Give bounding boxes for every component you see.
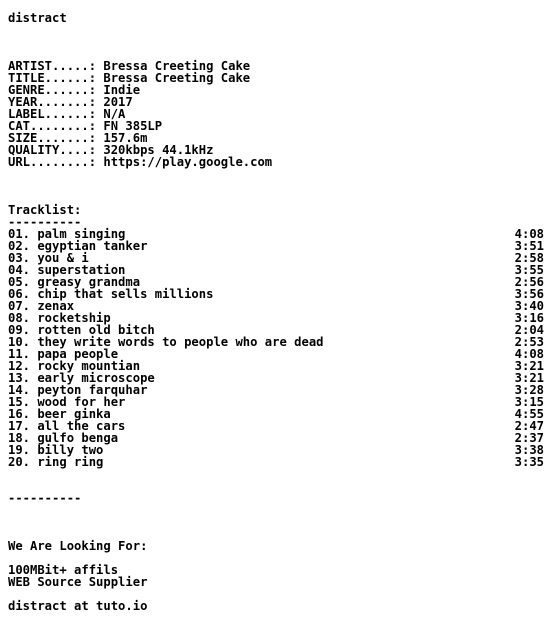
track-title: 11. papa people	[8, 347, 119, 361]
spacer	[8, 516, 544, 528]
track-duration: 2:53	[514, 335, 544, 349]
track-duration: 3:56	[514, 287, 544, 301]
track-list	[8, 228, 544, 468]
track-title: 12. rocky mountian	[8, 359, 141, 373]
label-line: LABEL......: N/A	[8, 107, 126, 121]
nfo-document	[8, 12, 544, 612]
track-duration: 3:16	[514, 311, 544, 325]
spacer	[8, 480, 544, 492]
artist-line: ARTIST.....: Bressa Creeting Cake	[8, 59, 251, 73]
track-title: 07. zenax	[8, 299, 75, 313]
track-title: 05. greasy grandma	[8, 275, 141, 289]
tracklist-underline: ----------	[8, 215, 82, 229]
track-duration: 2:58	[514, 251, 544, 265]
tracklist-heading: Tracklist:	[8, 203, 82, 217]
track-title: 16. beer ginka	[8, 407, 111, 421]
track-duration: 4:08	[514, 347, 544, 361]
track-duration: 2:56	[514, 275, 544, 289]
track-title: 04. superstation	[8, 263, 126, 277]
track-duration: 2:37	[514, 431, 544, 445]
track-duration: 3:51	[514, 239, 544, 253]
looking-for-item: 100MBit+ affils	[8, 563, 119, 577]
track-title: 01. palm singing	[8, 227, 126, 241]
tracklist	[8, 204, 544, 468]
url-line: URL........: https://play.google.com	[8, 155, 273, 169]
group-name: distract	[8, 11, 67, 25]
year-line: YEAR.......: 2017	[8, 95, 133, 109]
spacer	[8, 468, 544, 480]
track-duration: 3:15	[514, 395, 544, 409]
track-duration: 3:21	[514, 371, 544, 385]
track-row	[8, 288, 544, 300]
track-duration: 3:28	[514, 383, 544, 397]
size-line: SIZE.......: 157.6m	[8, 131, 148, 145]
track-title: 19. billy two	[8, 443, 104, 457]
track-title: 10. they write words to people who are dead	[8, 335, 324, 349]
title-line: TITLE......: Bressa Creeting Cake	[8, 71, 251, 85]
track-title: 03. you & i	[8, 251, 89, 265]
spacer	[8, 504, 544, 516]
track-title: 14. peyton farquhar	[8, 383, 148, 397]
spacer	[8, 36, 544, 48]
looking-for-heading: We Are Looking For:	[8, 539, 148, 553]
footer-divider: ----------	[8, 491, 82, 505]
track-duration: 4:55	[514, 407, 544, 421]
track-title: 02. egyptian tanker	[8, 239, 148, 253]
track-duration: 3:21	[514, 359, 544, 373]
track-title: 08. rocketship	[8, 311, 111, 325]
spacer	[8, 24, 544, 36]
track-row	[8, 456, 544, 468]
track-title: 18. gulfo benga	[8, 431, 119, 445]
track-title: 15. wood for her	[8, 395, 126, 409]
track-duration: 3:38	[514, 443, 544, 457]
track-title: 09. rotten old bitch	[8, 323, 155, 337]
spacer	[8, 180, 544, 192]
track-duration: 3:40	[514, 299, 544, 313]
track-title: 06. chip that sells millions	[8, 287, 214, 301]
track-duration: 3:35	[514, 455, 544, 469]
contact-line: distract at tuto.io	[8, 599, 148, 613]
release-info	[8, 60, 544, 168]
spacer	[8, 192, 544, 204]
footer	[8, 492, 544, 612]
quality-line: QUALITY....: 320kbps 44.1kHz	[8, 143, 214, 157]
track-duration: 2:47	[514, 419, 544, 433]
cat-line: CAT........: FN 385LP	[8, 119, 163, 133]
track-duration: 4:08	[514, 227, 544, 241]
track-duration: 2:04	[514, 323, 544, 337]
track-duration: 3:55	[514, 263, 544, 277]
track-title: 20. ring ring	[8, 455, 104, 469]
spacer	[8, 168, 544, 180]
track-title: 13. early microscope	[8, 371, 155, 385]
track-title: 17. all the cars	[8, 419, 126, 433]
looking-for-item: WEB Source Supplier	[8, 575, 148, 589]
genre-line: GENRE......: Indie	[8, 83, 141, 97]
